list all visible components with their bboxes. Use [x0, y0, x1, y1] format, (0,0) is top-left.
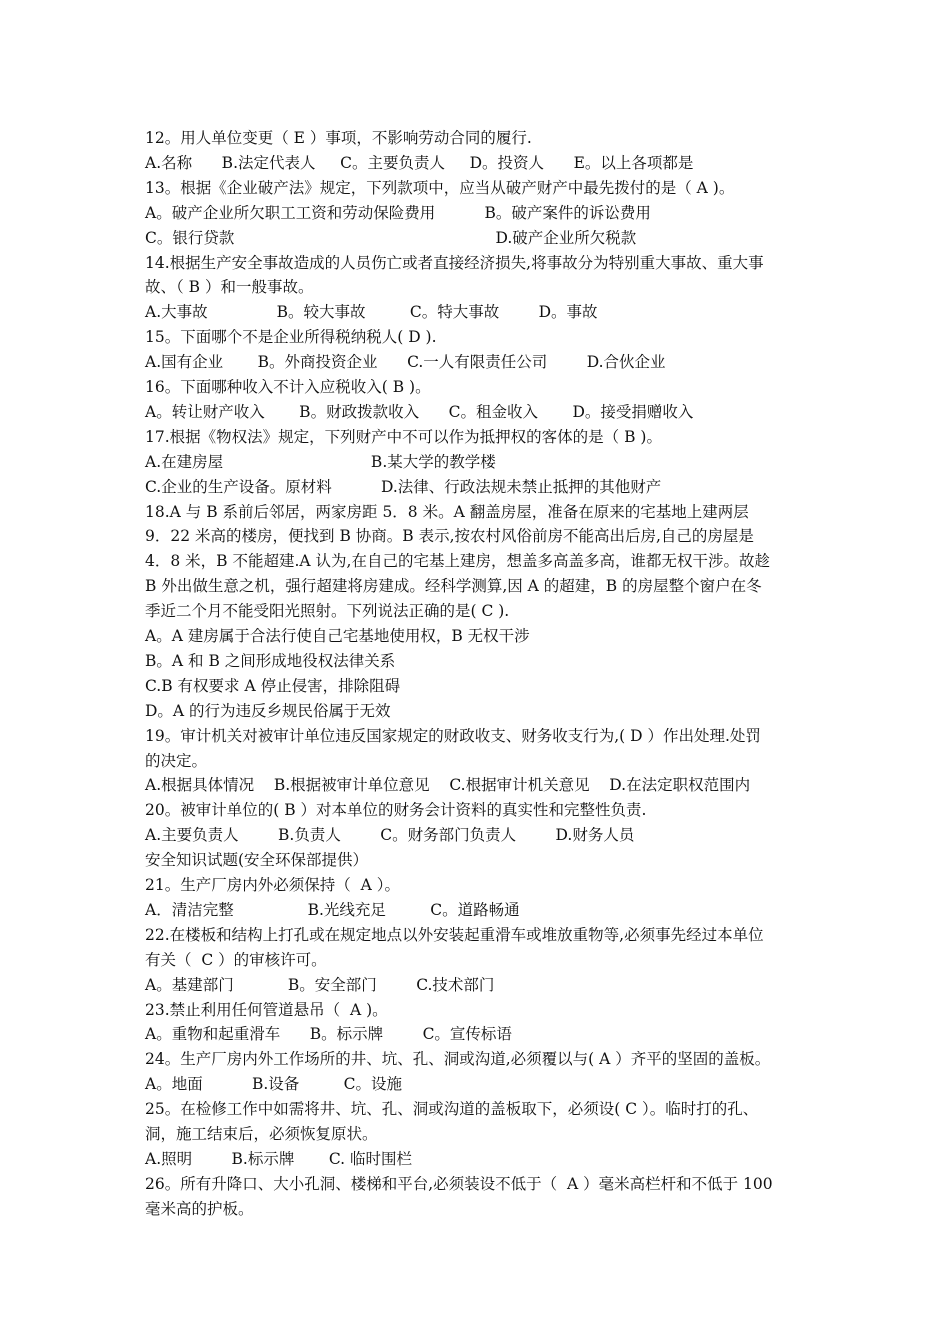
- text-line: 安全知识试题(安全环保部提供）: [145, 851, 369, 870]
- text-line: A.主要负责人 B.负责人 C。财务部门负责人 D.财务人员: [145, 826, 635, 845]
- text-line: 17.根据《物权法》规定，下列财产中不可以作为抵押权的客体的是（ B )。: [145, 427, 662, 446]
- text-line: A。破产企业所欠职工工资和劳动保险费用 B。破产案件的诉讼费用: [145, 203, 651, 222]
- text-line: A.大事故 B。较大事故 C。特大事故 D。事故: [145, 303, 598, 322]
- text-line: 故、（ B ）和一般事故。: [145, 278, 314, 297]
- text-line: A.在建房屋 B.某大学的教学楼: [145, 452, 496, 471]
- text-line: 的决定。: [145, 751, 208, 770]
- text-line: 季近二个月不能受阳光照射。下列说法正确的是( C ).: [145, 602, 510, 621]
- text-line: 12。用人单位变更（ E ）事项，不影响劳动合同的履行.: [145, 129, 532, 147]
- text-line: B 外出做生意之机，强行超建将房建成。经科学测算,因 A 的超建，B 的房屋整个窗户在冬: [145, 577, 762, 596]
- text-line: C.企业的生产设备。原材料 D.法律、行政法规未禁止抵押的其他财产: [145, 477, 662, 496]
- text-line: 23.禁止利用任何管道悬吊（ A )。: [145, 1000, 388, 1019]
- text-line: A.照明 B.标示牌 C. 临时围栏: [145, 1149, 413, 1168]
- text-line: 毫米高的护板。: [145, 1199, 254, 1218]
- text-line: 洞，施工结束后，必须恢复原状。: [145, 1125, 378, 1143]
- text-line: A。转让财产收入 B。财政拨款收入 C。租金收入 D。接受捐赠收入: [145, 402, 694, 421]
- text-line: A.名称 B.法定代表人 C。主要负责人 D。投资人 E。以上各项都是: [145, 153, 694, 172]
- text-line: 16。下面哪种收入不计入应税收入( B )。: [145, 378, 431, 396]
- text-line: A。地面 B.设备 C。设施: [145, 1075, 402, 1094]
- text-line: C。银行贷款 D.破产企业所欠税款: [145, 228, 637, 247]
- text-line: A.根据具体情况 B.根据被审计单位意见 C.根据审计机关意见 D.在法定职权范围内: [145, 776, 751, 795]
- text-line: 25。在检修工作中如需将井、坑、孔、洞或沟道的盖板取下，必须设( C ）。临时打的孔、: [145, 1100, 759, 1119]
- text-line: 14.根据生产安全事故造成的人员伤亡或者直接经济损失,将事故分为特别重大事故、重大事: [145, 253, 764, 272]
- text-line: A.国有企业 B。外商投资企业 C.一人有限责任公司 D.合伙企业: [145, 353, 666, 372]
- text-line: 22.在楼板和结构上打孔或在规定地点以外安装起重滑车或堆放重物等,必须事先经过本单位: [145, 925, 764, 944]
- text-line: 13。根据《企业破产法》规定，下列款项中，应当从破产财产中最先拨付的是（ A )。: [145, 178, 735, 197]
- text-line: A．清洁完整 B.光线充足 C。道路畅通: [145, 900, 520, 919]
- text-line: B。A 和 B 之间形成地役权法律关系: [145, 651, 396, 670]
- text-line: 9．22 米高的楼房，便找到 B 协商。B 表示,按农村风俗前房不能高出后房,自己的房屋是: [145, 527, 754, 546]
- text-line: A。基建部门 B。安全部门 C.技术部门: [145, 975, 495, 994]
- text-line: 4．8 米，B 不能超建.A 认为,在自己的宅基上建房，想盖多高盖多高，谁都无权干涉。故趁: [145, 552, 770, 571]
- text-line: A。重物和起重滑车 B。标示牌 C。宣传标语: [145, 1025, 512, 1044]
- text-line: 19。审计机关对被审计单位违反国家规定的财政收支、财务收支行为,( D ）作出处理.处罚: [145, 726, 761, 745]
- text-line: C.B 有权要求 A 停止侵害，排除阻碍: [145, 676, 401, 695]
- text-line: 有关（ C ）的审核许可。: [145, 950, 327, 969]
- text-line: 18.A 与 B 系前后邻居，两家房距 5．8 米。A 翻盖房屋，准备在原来的宅基地上建两层: [145, 502, 749, 521]
- text-line: 20。被审计单位的( B ）对本单位的财务会计资料的真实性和完整性负责.: [145, 801, 647, 820]
- text-line: A。A 建房属于合法行使自己宅基地使用权，B 无权干涉: [145, 627, 530, 645]
- text-line: 24。生产厂房内外工作场所的井、坑、孔、洞或沟道,必须覆以与( A ）齐平的坚固的盖板。: [145, 1050, 771, 1069]
- text-line: D。A 的行为违反乡规民俗属于无效: [145, 701, 391, 720]
- text-line: 26。所有升降口、大小孔洞、楼梯和平台,必须装设不低于（ A ）毫米高栏杆和不低于 100: [145, 1174, 773, 1193]
- text-line: 21。生产厂房内外必须保持（ A ）。: [145, 876, 400, 894]
- text-line: 15。下面哪个不是企业所得税纳税人( D ).: [145, 328, 437, 347]
